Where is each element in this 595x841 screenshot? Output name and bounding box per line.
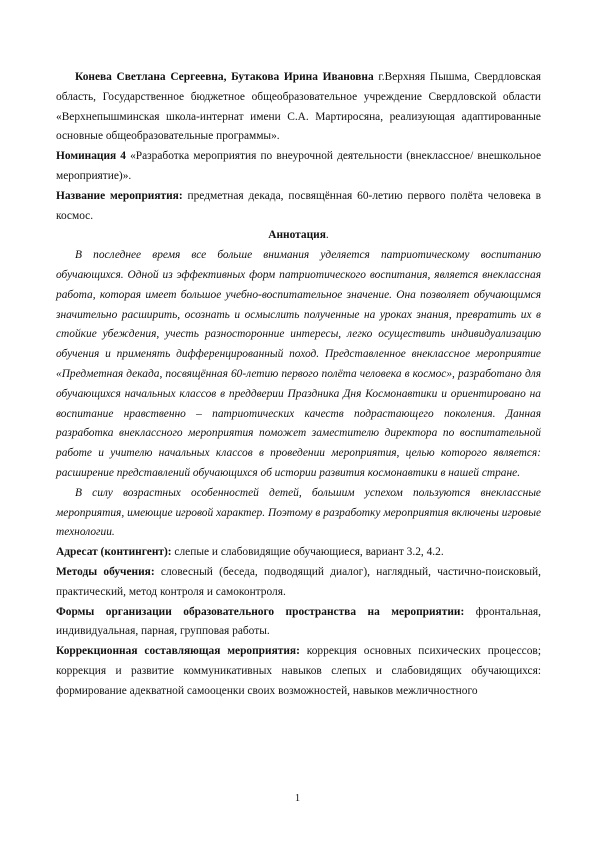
annotation-paragraph-1: В последнее время все больше внимания уделяется патриотическому воспитанию обучающихся. Одной из эффективных форм патриотического воспитания, является внеклассная работа, которая имеет большое учебно-воспитательное значение. Она позволяет обучающимся значительно расширить, осознать и осмыслить полученные на уроках знания, превратить их в стойкие убеждения, учесть разносторонние интересы, легко осуществить индивидуализацию обучения и применять дифференцированный поход. Представленное внеклассное мероприятие «Предметная декада, посвящённая 60-летию первого полёта человека в космос», разработано для обучающихся начальных классов в преддверии Праздника Дня Космонавтики и ориентировано на воспитание нравственно – патриотических качеств подрастающего поколения. Данная разработка внеклассного мероприятия поможет заместителю директора по воспитательной работе и учителю начальных классов в проведении мероприятия, целью которого является: расширение представлений обучающихся об истории развития космонавтики в нашей стране. xyxy=(56,249,541,479)
audience-label: Адресат (контингент): xyxy=(56,546,172,559)
annotation-heading-dot: . xyxy=(325,229,329,242)
correction-paragraph xyxy=(56,642,541,701)
nomination-paragraph xyxy=(56,147,541,187)
annotation-paragraph-2: В силу возрастных особенностей детей, большим успехом пользуются внеклассные мероприятия, имеющие игровой характер. Поэтому в разработку мероприятия включены игровые технологии. xyxy=(56,486,541,539)
methods-label: Методы обучения: xyxy=(56,565,155,578)
forms-label: Формы организации образовательного пространства на мероприятии: xyxy=(56,605,465,618)
correction-label: Коррекционная составляющая мероприятия: xyxy=(56,645,300,658)
authors-paragraph xyxy=(56,68,541,147)
methods-paragraph xyxy=(56,563,541,603)
forms-text: фронтальная, индивидуальная, парная, групповая работы. xyxy=(56,605,541,638)
annotation-heading xyxy=(56,226,541,246)
document-body xyxy=(56,68,541,702)
audience-text: слепые и слабовидящие обучающиеся, вариант 3.2, 4.2. xyxy=(171,546,444,559)
authors-names: Конева Светлана Сергеевна, Бутакова Ирина Ивановна xyxy=(75,71,374,83)
event-name-text: предметная декада, посвящённая 60-летию первого полёта человека в космос. xyxy=(56,189,541,222)
nomination-text: «Разработка мероприятия по внеурочной деятельности (внеклассное/ внешкольное мероприятие)». xyxy=(56,150,541,182)
forms-paragraph xyxy=(56,603,541,643)
annotation-heading-text: Аннотация xyxy=(268,229,326,242)
event-name-label: Название мероприятия: xyxy=(56,189,183,202)
event-name-paragraph xyxy=(56,187,541,227)
correction-text: коррекция основных психических процессов; коррекция и развитие коммуникативных навыков слепых и слабовидящих обучающихся: формирование адекватной самооценки своих возможностей, навыков межличностного xyxy=(56,645,541,697)
page-number: 1 xyxy=(294,793,301,804)
nomination-label: Номинация 4 xyxy=(56,150,126,163)
authors-affiliation: г.Верхняя Пышма, Свердловская область, Государственное бюджетное общеобразовательное учреждение Свердловской области «Верхнепышминская школа-интернат имени С.А. Мартиросяна, реализующая адаптированные основные общеобразовательные программы». xyxy=(56,71,541,143)
methods-text: словесный (беседа, подводящий диалог), наглядный, частично-поисковый, практический, метод контроля и самоконтроля. xyxy=(56,565,541,598)
audience-paragraph xyxy=(56,543,541,563)
